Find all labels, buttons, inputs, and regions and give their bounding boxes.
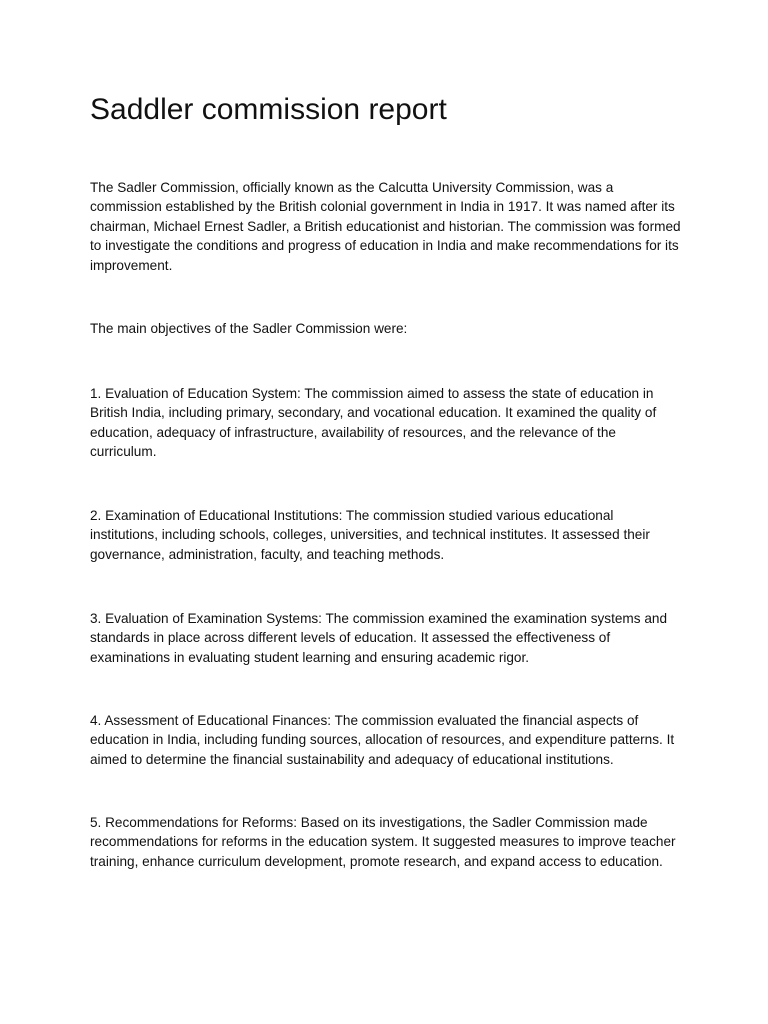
intro-paragraph: The Sadler Commission, officially known as the Calcutta University Commission, was a commission established by the British colonial government in India in 1917. It was named after its chairman, Michael Ernest Sadler, a British educationist and historian. The commission was formed to investigate the conditions and progress of education in India and make recommendations for its improvement. [90, 180, 681, 273]
document-title: Saddler commission report [90, 93, 447, 126]
objective-item-3: 3. Evaluation of Examination Systems: The commission examined the examination systems and standards in place across different levels of education. It assessed the effectiveness of examinations in evaluating student learning and ensuring academic rigor. [90, 611, 668, 665]
objectives-heading: The main objectives of the Sadler Commission were: [90, 321, 408, 336]
objective-item-5: 5. Recommendations for Reforms: Based on its investigations, the Sadler Commission made recommendations for reforms in the education system. It suggested measures to improve teacher training, enhance curriculum development, promote research, and expand access to education. [90, 815, 676, 869]
objective-item-1: 1. Evaluation of Education System: The commission aimed to assess the state of education in British India, including primary, secondary, and vocational education. It examined the quality of education, adequacy of infrastructure, availability of resources, and the relevance of the curriculum. [90, 386, 657, 460]
objective-item-4: 4. Assessment of Educational Finances: The commission evaluated the financial aspects of education in India, including funding sources, allocation of resources, and expenditure patterns. It aimed to determine the financial sustainability and adequacy of educational institutions. [90, 713, 675, 767]
objective-item-2: 2. Examination of Educational Institutions: The commission studied various educational institutions, including schools, colleges, universities, and technical institutes. It assessed their governance, administration, faculty, and teaching methods. [90, 508, 650, 562]
